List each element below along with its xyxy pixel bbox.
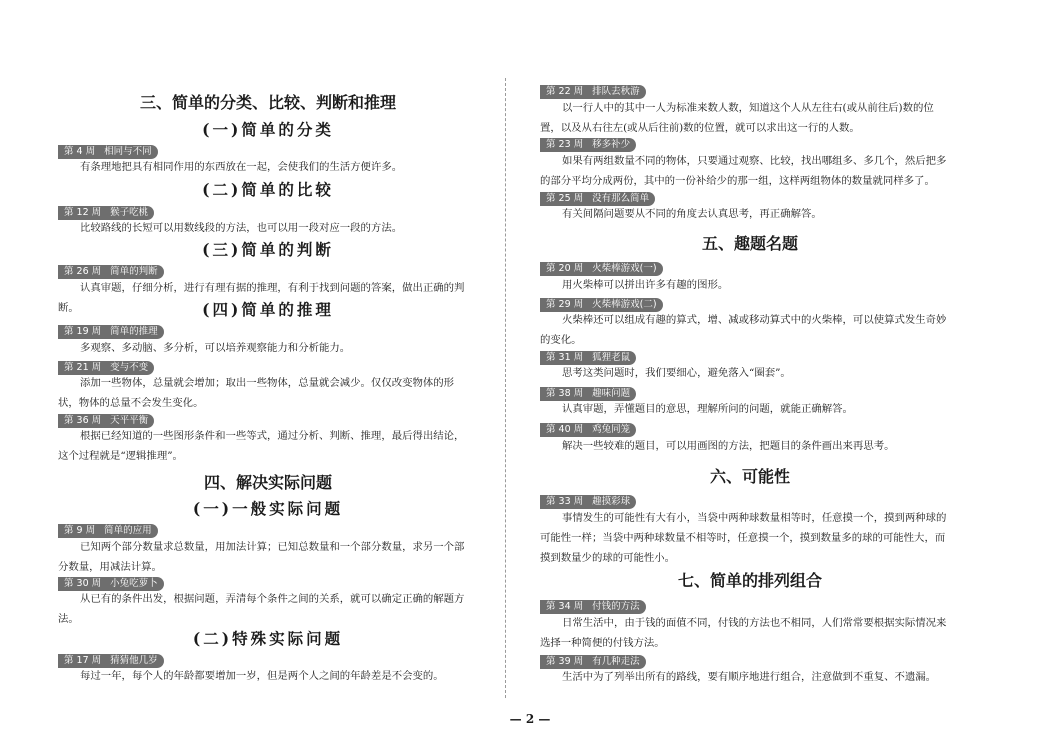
paragraph: 思考这类问题时，我们要细心，避免落入“圈套”。 xyxy=(562,367,791,379)
section-title: 五、趣题名题 xyxy=(701,234,798,253)
week-tag: 第 31 周 狐狸老鼠 xyxy=(540,351,636,365)
paragraph: 每过一年，每个人的年龄都要增加一岁，但是两个人之间的年龄差是不会变的。 xyxy=(80,670,444,682)
paragraph: 解决一些较难的题目，可以用画图的方法，把题目的条件画出来再思考。 xyxy=(562,440,895,452)
column-divider xyxy=(505,78,506,698)
week-tag: 第 20 周 火柴棒游戏(一) xyxy=(540,262,663,276)
week-tag: 第 12 周 猴子吃桃 xyxy=(58,206,154,220)
week-tag: 第 21 周 变与不变 xyxy=(58,361,154,375)
subsection-title: (四)简单的推理 xyxy=(202,300,334,319)
paragraph: 认真审题，弄懂题目的意思，理解所问的问题，就能正确解答。 xyxy=(562,403,853,415)
paragraph: 认真审题，仔细分析，进行有理有据的推理，有利于找到问题的答案，做出正确的判断。 xyxy=(58,282,465,314)
week-tag: 第 30 周 小兔吃萝卜 xyxy=(58,577,164,591)
subsection-title: (一)简单的分类 xyxy=(202,120,334,139)
paragraph: 添加一些物体，总量就会增加；取出一些物体，总量就会减少。仅仅改变物体的形状，物体的总量不会发生变化。 xyxy=(58,377,455,409)
paragraph: 生活中为了列举出所有的路线，要有顺序地进行组合，注意做到不重复、不遗漏。 xyxy=(562,671,937,683)
subsection-title: (二)简单的比较 xyxy=(202,180,334,199)
paragraph: 事情发生的可能性有大有小，当袋中两种球数量相等时，任意摸一个，摸到两种球的可能性一样；当袋中两种球数量不相等时，任意摸一个，摸到数量多的球的可能性大，而摸到数量少的球的可能性小。 xyxy=(540,512,947,564)
week-tag: 第 34 周 付钱的方法 xyxy=(540,600,646,614)
page-number: — 2 — xyxy=(509,712,551,726)
section-title: 三、简单的分类、比较、判断和推理 xyxy=(139,93,396,112)
week-tag: 第 17 周 猜猜他几岁 xyxy=(58,654,164,668)
week-tag: 第 19 周 简单的推理 xyxy=(58,325,164,339)
week-tag: 第 25 周 没有那么简单 xyxy=(540,192,655,206)
paragraph: 比较路线的长短可以用数线段的方法，也可以用一段对应一段的方法。 xyxy=(80,222,403,234)
paragraph: 已知两个部分数量求总数量，用加法计算；已知总数量和一个部分数量，求另一个部分数量，用减法计算。 xyxy=(58,541,465,573)
paragraph: 日常生活中，由于钱的面值不同，付钱的方法也不相同，人们常常要根据实际情况来选择一种简便的付钱方法。 xyxy=(540,617,947,649)
week-tag: 第 4 周 相同与不同 xyxy=(58,145,158,159)
section-title: 六、可能性 xyxy=(709,467,790,486)
paragraph: 以一行人中的其中一人为标准来数人数，知道这个人从左往右(或从前往后)数的位置，以及从右往左(或从后往前)数的位置，就可以求出这一行的人数。 xyxy=(540,102,934,134)
paragraph: 根据已经知道的一些图形条件和一些等式，通过分析、判断、推理，最后得出结论，这个过程就是“逻辑推理”。 xyxy=(58,430,465,462)
week-tag: 第 9 周 简单的应用 xyxy=(58,524,158,538)
week-tag: 第 36 周 天平平衡 xyxy=(58,414,154,428)
week-tag: 第 22 周 排队去秋游 xyxy=(540,85,646,99)
paragraph: 用火柴棒可以拼出许多有趣的图形。 xyxy=(562,279,729,291)
paragraph: 火柴棒还可以组成有趣的算式，增、减或移动算式中的火柴棒，可以使算式发生奇妙的变化。 xyxy=(540,314,947,346)
paragraph: 多观察、多动脑、多分析，可以培养观察能力和分析能力。 xyxy=(80,342,351,354)
subsection-title: (三)简单的判断 xyxy=(202,240,334,259)
week-tag: 第 38 周 趣味问题 xyxy=(540,387,636,401)
paragraph: 从已有的条件出发，根据问题，弄清每个条件之间的关系，就可以确定正确的解题方法。 xyxy=(58,593,465,625)
week-tag: 第 23 周 移多补少 xyxy=(540,138,636,152)
paragraph: 如果有两组数量不同的物体，只要通过观察、比较，找出哪组多、多几个，然后把多的部分平均分成两份，其中的一份补给少的那一组，这样两组物体的数量就同样多了。 xyxy=(540,155,947,187)
paragraph: 有条理地把具有相同作用的东西放在一起，会使我们的生活方便许多。 xyxy=(80,161,403,173)
week-tag: 第 29 周 火柴棒游戏(二) xyxy=(540,298,663,312)
week-tag: 第 40 周 鸡兔同笼 xyxy=(540,423,636,437)
subsection-title: (一)一般实际问题 xyxy=(192,499,344,518)
week-tag: 第 33 周 趣摸彩球 xyxy=(540,495,636,509)
section-title: 七、简单的排列组合 xyxy=(677,571,822,590)
paragraph: 有关间隔问题要从不同的角度去认真思考，再正确解答。 xyxy=(562,208,822,220)
week-tag: 第 39 周 有几种走法 xyxy=(540,655,646,669)
subsection-title: (二)特殊实际问题 xyxy=(192,629,344,648)
section-title: 四、解决实际问题 xyxy=(203,473,332,492)
week-tag: 第 26 周 简单的判断 xyxy=(58,265,164,279)
